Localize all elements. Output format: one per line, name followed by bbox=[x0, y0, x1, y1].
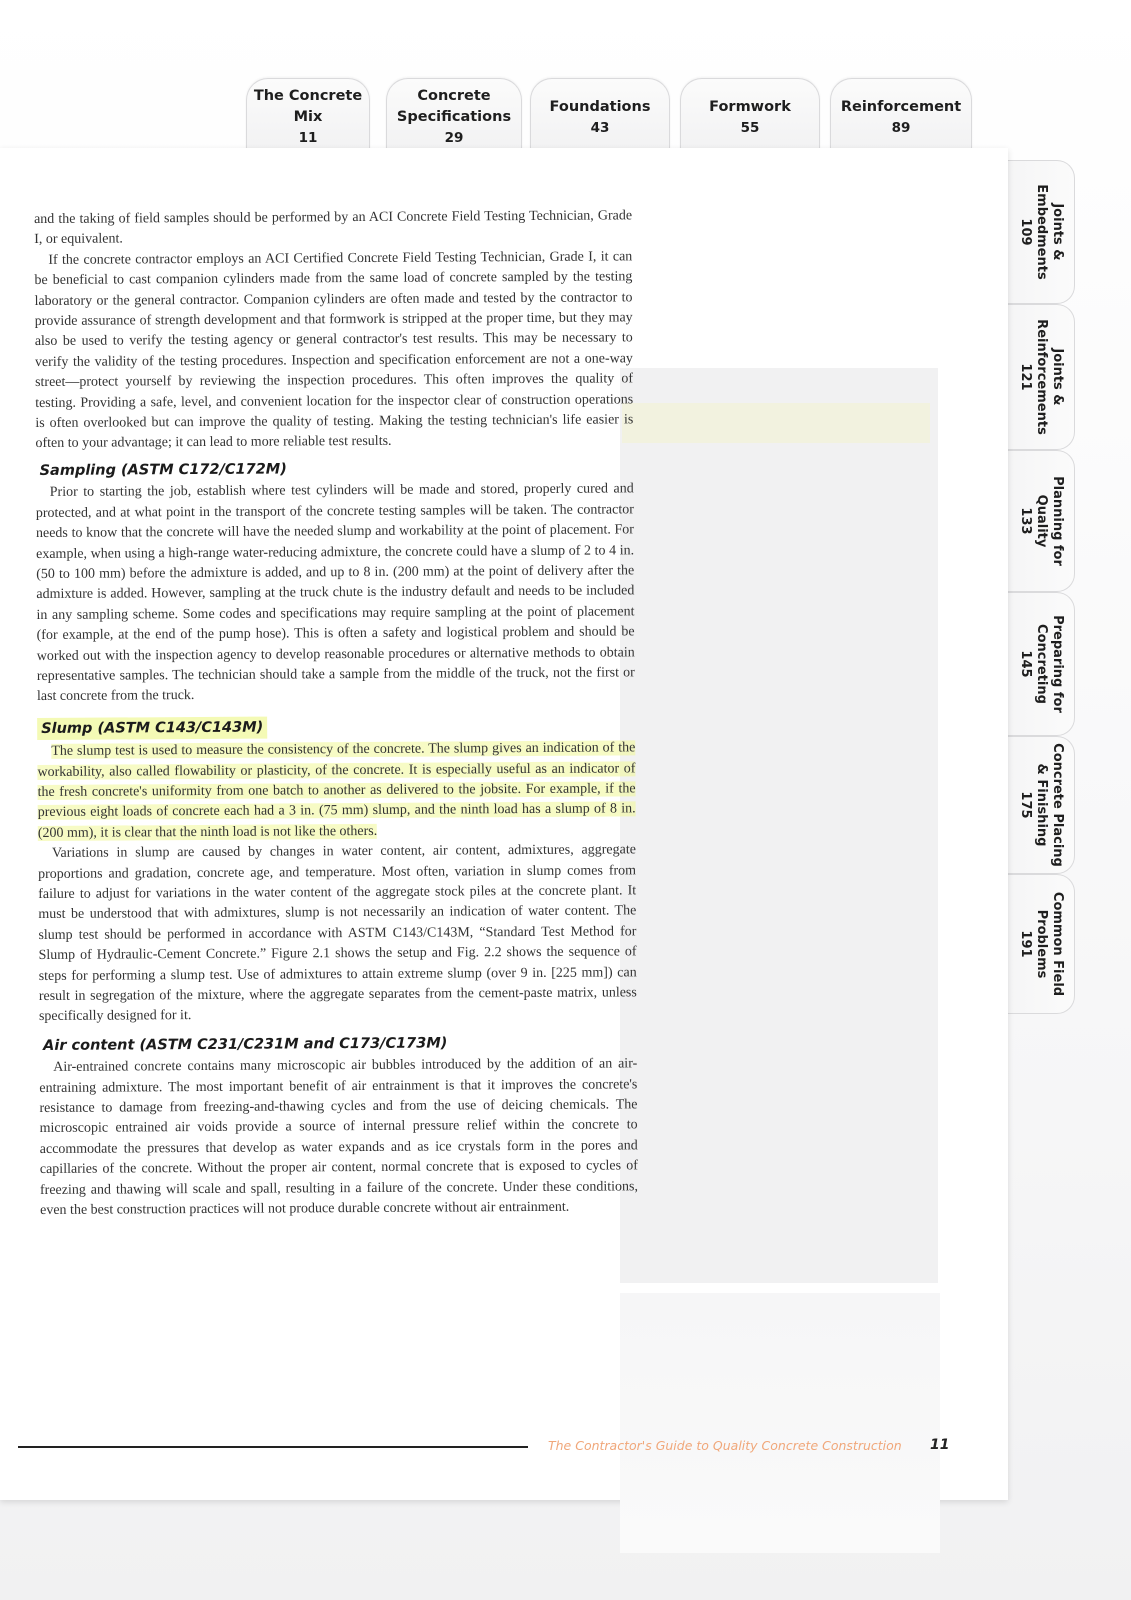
section-heading-sampling: Sampling (ASTM C172/C172M) bbox=[39, 461, 287, 479]
highlighted-heading-text: Slump (ASTM C143/C143M) bbox=[37, 716, 267, 740]
tab-label-line2: Quality bbox=[1034, 494, 1049, 548]
footer-rule bbox=[18, 1446, 528, 1448]
tab-label-line1: Planning for bbox=[1050, 476, 1065, 566]
paragraph: and the taking of field samples should be performed by an ACI Concrete Field Testing Technician, Grade I, or equivalent. bbox=[34, 208, 633, 248]
paragraph: Air-entrained concrete contains many microscopic air bubbles introduced by the addition of an air-entraining admixture. The most important benefit of air entrainment is that it improves the concrete's resistance to damage from freezing-and-thawing cycles and from the use of deicing chemicals. The microscopic entrained air voids provide a source of internal pressure relief within the concrete to accommodate the pressures that develop as water expands and as ice crystals form in the pores and capillaries of the concrete. Without the proper air content, normal concrete that is exposed to cycles of freezing and thawing will scale and spall, resulting in a failure of the concrete. Under these conditions, even the best construction practices will not produce durable concrete without air entrainment. bbox=[39, 1056, 639, 1219]
tab-page-number: 175 bbox=[1018, 791, 1033, 819]
tab-label-line1: Formwork bbox=[709, 98, 791, 115]
show-through-highlight bbox=[622, 403, 930, 443]
tab-label-line2: Mix bbox=[293, 109, 323, 125]
tab-label-line1: Joints & bbox=[1050, 348, 1065, 406]
tab-label-line2: Problems bbox=[1034, 909, 1049, 979]
tab-label-line2: Embedments bbox=[1034, 184, 1049, 280]
tab-label-line2: & Finishing bbox=[1034, 763, 1049, 847]
tab-joints-reinforcements[interactable] bbox=[1008, 304, 1075, 450]
paragraph: Variations in slump are caused by changes in water content, air content, admixtures, aggregate proportions and gradation, concrete age, and temperature. Most often, variation in slump comes from failure to adjust for variations in the water content of the aggregate stock piles at the concrete plant. It must be understood that with admixtures, slump is not necessarily an indication of water content. The slump test should be performed in accordance with ASTM C143/C143M, “Standard Test Method for Slump of Hydraulic-Cement Concrete.” Figure 2.1 shows the setup and Fig. 2.2 shows the sequence of steps for performing a slump test. Use of admixtures to attain extreme slump (over 9 in. [225 mm]) can result in segregation of the mixture, where the aggregate separates from the cement-paste matrix, unless specifically designed for it. bbox=[38, 842, 637, 1025]
tab-common-field-problems[interactable] bbox=[1008, 874, 1075, 1014]
text-column bbox=[34, 206, 638, 1221]
tab-page-number: 43 bbox=[590, 119, 610, 136]
tab-label-line2: Concreting bbox=[1034, 624, 1049, 704]
tab-page-number: 89 bbox=[891, 119, 911, 136]
tab-page-number: 133 bbox=[1018, 507, 1033, 535]
tab-label-line1: Reinforcement bbox=[840, 98, 962, 115]
tab-planning-for-quality[interactable] bbox=[1008, 450, 1075, 592]
tab-page-number: 29 bbox=[444, 130, 464, 146]
section-heading-slump bbox=[41, 714, 635, 740]
tab-page-number: 11 bbox=[298, 130, 318, 146]
tab-joints-embedments[interactable] bbox=[1008, 160, 1075, 304]
tab-label-line1: Common Field bbox=[1050, 891, 1065, 997]
tab-label-line1: Foundations bbox=[549, 98, 651, 115]
tab-preparing-for-concreting[interactable] bbox=[1008, 592, 1075, 736]
tab-page-number: 121 bbox=[1018, 363, 1033, 391]
footer-page-number: 11 bbox=[930, 1437, 950, 1453]
tab-label-line1: Concrete Placing bbox=[1050, 743, 1065, 867]
paragraph: If the concrete contractor employs an ACI Certified Concrete Field Testing Technician, Grade I, it can be beneficial to cast companion cylinders made from the same load of concrete sampled by the testing laboratory or the general contractor. Companion cylinders are often made and tested by the contractor to provide assurance of strength development and that formwork is stripped at the proper time, but they may also be used to verify the testing agency or general contractor's test results. This may be necessary to verify the validity of the testing procedures. Inspection and specification enforcement are not a one-way street—protect yourself by reviewing the inspection procedures. This often improves the quality of testing. Providing a safe, level, and convenient location for the inspector clear of construction operations is often overlooked but can improve the quality of testing. Making the testing technician's life easier is often to your advantage; it can lead to more reliable test results. bbox=[34, 249, 634, 452]
tab-page-number: 145 bbox=[1018, 650, 1033, 678]
footer-book-title: The Contractor's Guide to Quality Concrete Construction bbox=[548, 1438, 902, 1453]
show-through-text bbox=[620, 1293, 940, 1553]
highlighted-paragraph: The slump test is used to measure the consistency of the concrete. The slump gives an indication of the workability, also called flowability or plasticity, of the concrete. It is especially useful as an indicator of the fresh concrete's uniformity from one batch to another as delivered to the jobsite. For example, if the previous eight loads of concrete each had a 3 in. (75 mm) slump, and the ninth load has a slump of 8 in. (200 mm), it is clear that the ninth load is not like the others. bbox=[37, 740, 636, 841]
tab-label-line2: Specifications bbox=[396, 109, 512, 125]
paragraph: Prior to starting the job, establish where test cylinders will be made and stored, properly cured and protected, and at what point in the transport of the concrete testing samples will be taken. The contractor needs to know that the concrete will have the needed slump and workability at the point of placement. For example, when using a high-range water-reducing admixture, the concrete could have a slump of 2 to 4 in. (50 to 100 mm) before the admixture is added, and up to 8 in. (200 mm) at the point of delivery after the admixture is added. However, sampling at the truck chute is the industry default and needs to be included in any sampling scheme. Some codes and specifications may require sampling at the point of placement (for example, at the end of the pump hose). This is often a safety and logistical problem and should be worked out with the inspection agency to develop reasonable procedures or alternative methods to obtain representative samples. The technician should take a sample from the middle of the truck, not the first or last concrete from the truck. bbox=[35, 481, 635, 705]
tab-label-line1: The Concrete bbox=[253, 88, 363, 104]
tab-label-line1: Joints & bbox=[1050, 203, 1065, 261]
paragraph-wrapper bbox=[37, 738, 636, 844]
show-through-figure bbox=[620, 368, 938, 1283]
tab-label-line2: Reinforcements bbox=[1034, 319, 1049, 435]
tab-concrete-placing-finishing[interactable] bbox=[1008, 736, 1075, 874]
tab-page-number: 191 bbox=[1018, 930, 1033, 958]
tab-page-number: 109 bbox=[1018, 218, 1033, 246]
tab-page-number: 55 bbox=[740, 119, 760, 136]
section-heading-air-content: Air content (ASTM C231/C231M and C173/C173M) bbox=[43, 1035, 448, 1054]
tab-label-line1: Concrete bbox=[417, 88, 491, 104]
tab-label-line1: Preparing for bbox=[1050, 615, 1065, 713]
